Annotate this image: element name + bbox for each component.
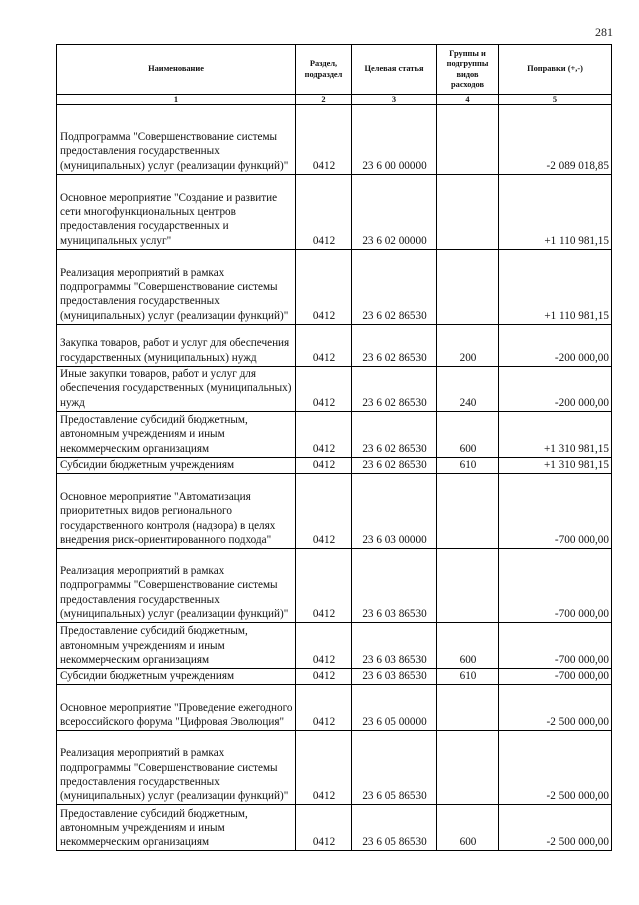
row-amount: -200 000,00 [499, 325, 612, 367]
row-section: 0412 [296, 731, 352, 805]
row-amount: -200 000,00 [499, 367, 612, 412]
row-amount: -2 089 018,85 [499, 105, 612, 175]
row-target: 23 6 05 00000 [352, 685, 437, 731]
row-group: 610 [437, 669, 499, 685]
table-row [57, 731, 612, 805]
row-section: 0412 [296, 685, 352, 731]
row-name: Субсидии бюджетным учреждениям [57, 457, 296, 473]
row-target: 23 6 02 86530 [352, 250, 437, 325]
row-section: 0412 [296, 105, 352, 175]
table-row [57, 367, 612, 412]
header-groups: Группы и подгруппы видов расходов [437, 45, 499, 95]
row-amount: -700 000,00 [499, 474, 612, 549]
row-amount: -700 000,00 [499, 549, 612, 623]
row-amount: +1 310 981,15 [499, 411, 612, 457]
row-group [437, 474, 499, 549]
row-amount: -2 500 000,00 [499, 805, 612, 851]
row-section: 0412 [296, 175, 352, 250]
row-group: 600 [437, 805, 499, 851]
row-name: Основное мероприятие "Автоматизация приоритетных видов регионального государственного контроля (надзора) в целях внедрения риск-ориентированного подхода" [57, 474, 296, 549]
table-row [57, 105, 612, 175]
header-row [57, 45, 612, 95]
row-name: Основное мероприятие "Проведение ежегодного всероссийского форума "Цифровая Эволюция" [57, 685, 296, 731]
row-section: 0412 [296, 457, 352, 473]
row-group: 600 [437, 411, 499, 457]
row-target: 23 6 02 86530 [352, 411, 437, 457]
row-target: 23 6 03 86530 [352, 549, 437, 623]
table-row [57, 457, 612, 473]
table-row [57, 549, 612, 623]
table-row [57, 325, 612, 367]
row-name: Предоставление субсидий бюджетным, автономным учреждениям и иным некоммерческим организациям [57, 805, 296, 851]
page-number: 281 [595, 25, 613, 39]
table-row [57, 411, 612, 457]
row-name: Основное мероприятие "Создание и развитие сети многофункциональных центров предоставления государственных и муниципальных услуг" [57, 175, 296, 250]
row-group: 610 [437, 457, 499, 473]
row-section: 0412 [296, 805, 352, 851]
row-amount: -700 000,00 [499, 669, 612, 685]
row-target: 23 6 05 86530 [352, 731, 437, 805]
row-amount: +1 310 981,15 [499, 457, 612, 473]
row-amount: +1 110 981,15 [499, 250, 612, 325]
row-amount: +1 110 981,15 [499, 175, 612, 250]
row-section: 0412 [296, 325, 352, 367]
row-target: 23 6 03 86530 [352, 669, 437, 685]
row-target: 23 6 03 00000 [352, 474, 437, 549]
header-name: Наименование [57, 45, 296, 95]
row-section: 0412 [296, 474, 352, 549]
row-target: 23 6 02 86530 [352, 325, 437, 367]
table-row [57, 669, 612, 685]
table-row [57, 805, 612, 851]
header-target: Целевая статья [352, 45, 437, 95]
row-amount: -2 500 000,00 [499, 685, 612, 731]
row-target: 23 6 05 86530 [352, 805, 437, 851]
column-number-row [57, 95, 612, 105]
row-name: Реализация мероприятий в рамках подпрограммы "Совершенствование системы предоставления государственных (муниципальных) услуг (реализации функций)" [57, 731, 296, 805]
row-amount: -700 000,00 [499, 623, 612, 669]
table-row [57, 623, 612, 669]
row-group: 200 [437, 325, 499, 367]
row-name: Иные закупки товаров, работ и услуг для обеспечения государственных (муниципальных) нужд [57, 367, 296, 412]
row-section: 0412 [296, 250, 352, 325]
row-group [437, 105, 499, 175]
row-group [437, 685, 499, 731]
column-number: 1 [57, 95, 296, 105]
column-number: 5 [499, 95, 612, 105]
budget-amendments-table [56, 44, 612, 851]
row-target: 23 6 02 00000 [352, 175, 437, 250]
row-target: 23 6 03 86530 [352, 623, 437, 669]
row-name: Предоставление субсидий бюджетным, автономным учреждениям и иным некоммерческим организациям [57, 623, 296, 669]
row-group [437, 549, 499, 623]
column-number: 4 [437, 95, 499, 105]
row-section: 0412 [296, 367, 352, 412]
table-row [57, 474, 612, 549]
row-group [437, 175, 499, 250]
row-name: Реализация мероприятий в рамках подпрограммы "Совершенствование системы предоставления государственных (муниципальных) услуг (реализации функций)" [57, 549, 296, 623]
row-amount: -2 500 000,00 [499, 731, 612, 805]
row-target: 23 6 00 00000 [352, 105, 437, 175]
row-section: 0412 [296, 623, 352, 669]
row-name: Подпрограмма "Совершенствование системы предоставления государственных (муниципальных) услуг (реализации функций)" [57, 105, 296, 175]
row-group: 240 [437, 367, 499, 412]
row-name: Закупка товаров, работ и услуг для обеспечения государственных (муниципальных) нужд [57, 325, 296, 367]
row-section: 0412 [296, 549, 352, 623]
header-amendments: Поправки (+,-) [499, 45, 612, 95]
row-name: Реализация мероприятий в рамках подпрограммы "Совершенствование системы предоставления государственных (муниципальных) услуг (реализации функций)" [57, 250, 296, 325]
table-row [57, 250, 612, 325]
header-section: Раздел, подраздел [296, 45, 352, 95]
row-group [437, 731, 499, 805]
row-group [437, 250, 499, 325]
row-target: 23 6 02 86530 [352, 367, 437, 412]
column-number: 3 [352, 95, 437, 105]
column-number: 2 [296, 95, 352, 105]
table-row [57, 175, 612, 250]
table-row [57, 685, 612, 731]
row-target: 23 6 02 86530 [352, 457, 437, 473]
row-name: Субсидии бюджетным учреждениям [57, 669, 296, 685]
row-section: 0412 [296, 669, 352, 685]
row-group: 600 [437, 623, 499, 669]
row-name: Предоставление субсидий бюджетным, автономным учреждениям и иным некоммерческим организациям [57, 411, 296, 457]
row-section: 0412 [296, 411, 352, 457]
